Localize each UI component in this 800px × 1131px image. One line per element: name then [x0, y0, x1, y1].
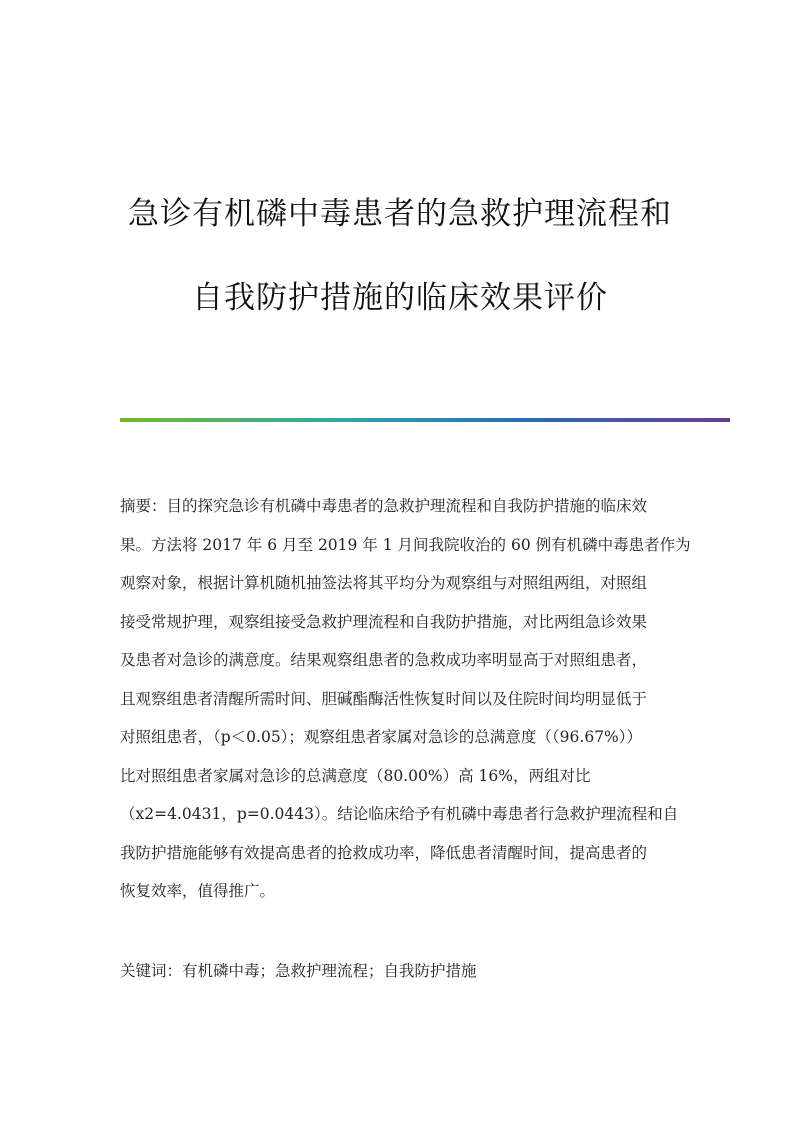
abstract-line: 观察对象，根据计算机随机抽签法将其平均分为观察组与对照组两组，对照组 — [120, 574, 648, 592]
keywords-paragraph — [120, 952, 690, 991]
abstract-line: 对照组患者，（p＜0.05）；观察组患者家属对急诊的总满意度（（96.67%）） — [120, 728, 643, 746]
abstract-line: 我防护措施能够有效提高患者的抢救成功率，降低患者清醒时间，提高患者的 — [120, 843, 648, 862]
abstract-line: 恢复效率，值得推广。 — [120, 882, 276, 900]
abstract-line: （x2=4.0431，p=0.0443）。结论临床给予有机磷中毒患者行急救护理流程和自 — [120, 805, 679, 823]
abstract-line: 接受常规护理，观察组接受急救护理流程和自我防护措施，对比两组急诊效果 — [120, 612, 648, 631]
abstract-line: 及患者对急诊的满意度。结果观察组患者的急救成功率明显高于对照组患者， — [120, 651, 648, 669]
abstract-line: 比对照组患者家属对急诊的总满意度（80.00%）高 16%，两组对比 — [120, 766, 591, 785]
gradient-divider — [120, 418, 730, 422]
document-title-line-1: 急诊有机磷中毒患者的急救护理流程和 — [128, 196, 672, 232]
document-title-line-2: 自我防护措施的临床效果评价 — [192, 280, 608, 316]
keywords-line: 关键词：有机磷中毒；急救护理流程；自我防护措施 — [120, 962, 477, 980]
abstract-paragraph — [120, 487, 690, 911]
abstract-line: 且观察组患者清醒所需时间、胆碱酯酶活性恢复时间以及住院时间均明显低于 — [120, 689, 648, 708]
abstract-line: 摘要：目的探究急诊有机磷中毒患者的急救护理流程和自我防护措施的临床效 — [120, 497, 648, 515]
abstract-line: 果。方法将 2017 年 6 月至 2019 年 1 月间我院收治的 60 例有机磷中毒患者作为 — [120, 535, 691, 554]
